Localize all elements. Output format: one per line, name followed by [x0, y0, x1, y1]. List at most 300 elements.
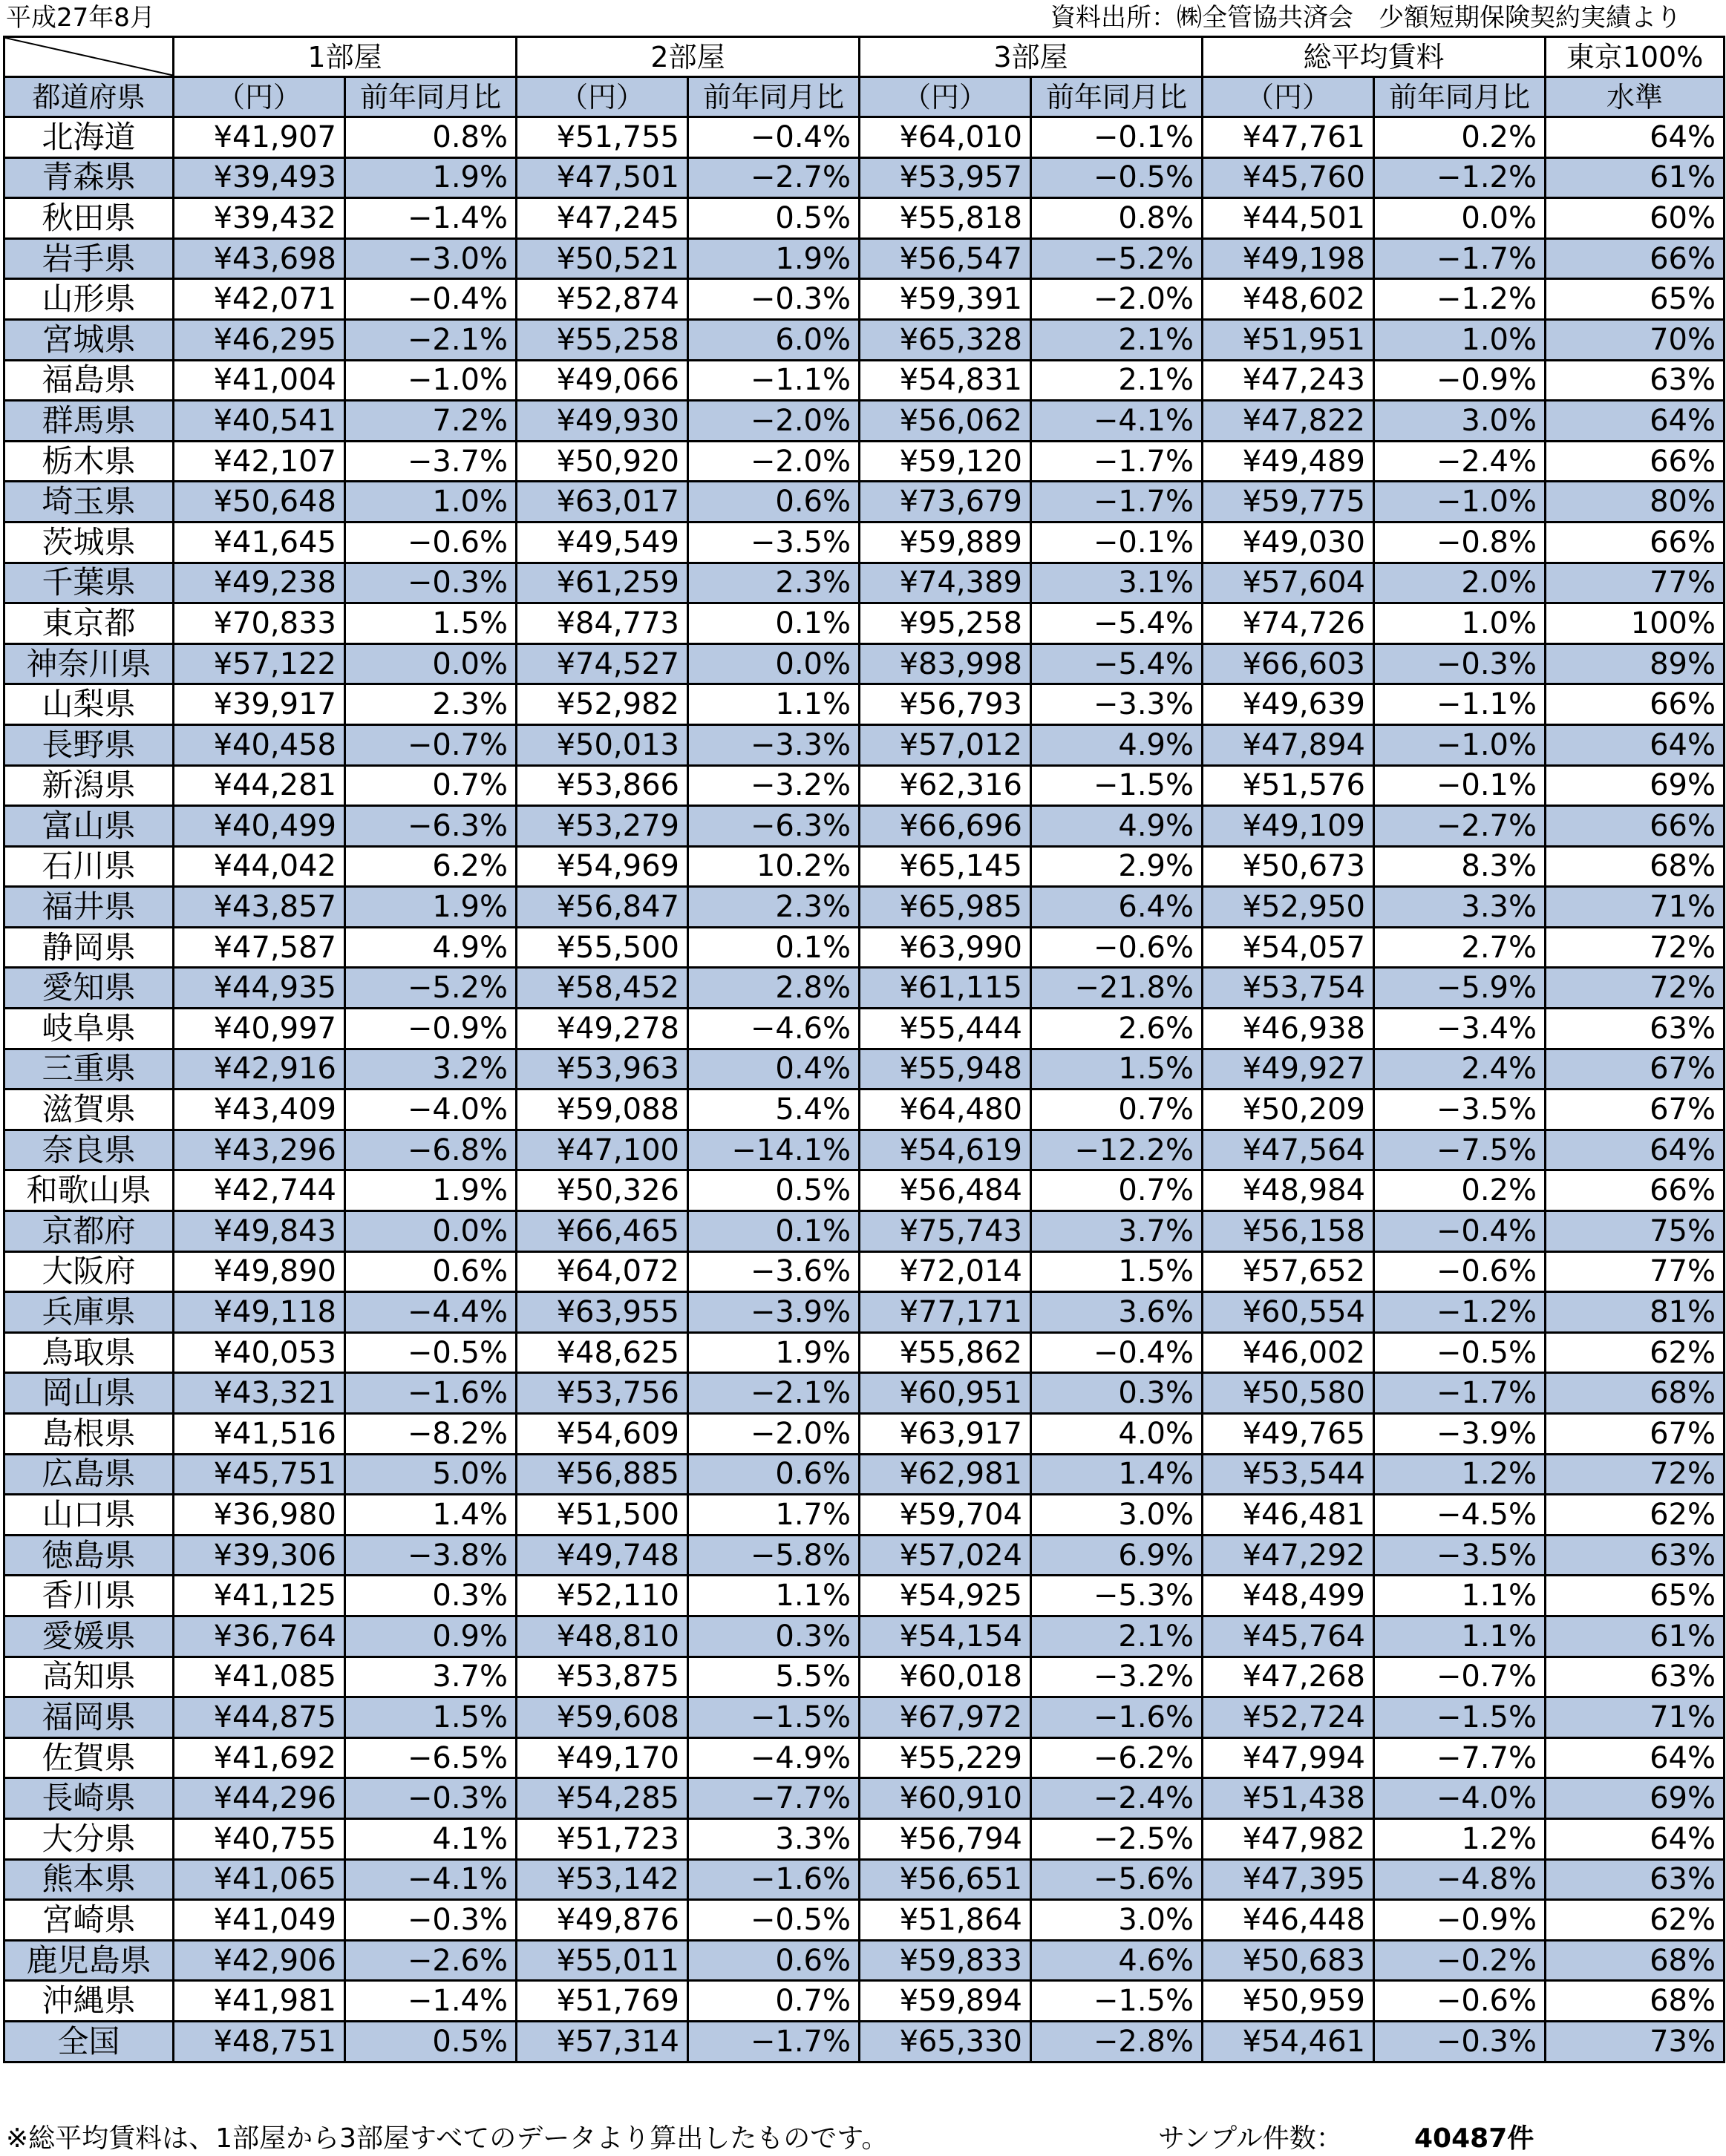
cell-rent-average: ¥47,292 — [1203, 1535, 1374, 1576]
cell-yoy-1room: 0.9% — [345, 1616, 517, 1657]
cell-yoy-average: 1.2% — [1374, 1818, 1546, 1859]
cell-rent-3room: ¥67,972 — [860, 1697, 1031, 1738]
cell-rent-3room: ¥59,704 — [860, 1495, 1031, 1536]
cell-rent-2room: ¥54,969 — [517, 846, 688, 887]
cell-tokyo-level: 66% — [1546, 441, 1725, 482]
cell-yoy-1room: 2.3% — [345, 684, 517, 725]
cell-yoy-average: −0.6% — [1374, 1251, 1546, 1292]
cell-yoy-average: 3.3% — [1374, 887, 1546, 928]
cell-rent-average: ¥49,927 — [1203, 1049, 1374, 1090]
cell-yoy-3room: 0.7% — [1031, 1090, 1203, 1130]
cell-yoy-1room: −0.6% — [345, 522, 517, 563]
cell-rent-1room: ¥36,980 — [174, 1495, 345, 1536]
cell-prefecture: 岩手県 — [4, 238, 174, 279]
cell-rent-2room: ¥57,314 — [517, 2021, 688, 2062]
cell-rent-1room: ¥42,916 — [174, 1049, 345, 1090]
cell-yoy-3room: −1.7% — [1031, 441, 1203, 482]
table-row — [4, 1657, 1725, 1697]
cell-tokyo-level: 69% — [1546, 765, 1725, 806]
cell-rent-2room: ¥55,011 — [517, 1940, 688, 1981]
cell-yoy-2room: −4.6% — [688, 1009, 860, 1049]
cell-yoy-1room: −1.6% — [345, 1373, 517, 1414]
cell-yoy-3room: −21.8% — [1031, 968, 1203, 1009]
header-level: 水準 — [1546, 77, 1725, 117]
cell-rent-average: ¥57,652 — [1203, 1251, 1374, 1292]
cell-yoy-1room: 0.8% — [345, 117, 517, 158]
cell-yoy-average: −0.7% — [1374, 1657, 1546, 1697]
cell-prefecture: 青森県 — [4, 157, 174, 198]
cell-yoy-average: 1.1% — [1374, 1576, 1546, 1616]
cell-prefecture: 岡山県 — [4, 1373, 174, 1414]
cell-prefecture: 北海道 — [4, 117, 174, 158]
cell-rent-2room: ¥48,625 — [517, 1332, 688, 1373]
cell-yoy-3room: 3.0% — [1031, 1495, 1203, 1536]
table-row — [4, 1373, 1725, 1414]
page-header — [0, 0, 1726, 36]
cell-rent-2room: ¥53,756 — [517, 1373, 688, 1414]
table-row — [4, 441, 1725, 482]
cell-yoy-average: −3.4% — [1374, 1009, 1546, 1049]
cell-prefecture: 山口県 — [4, 1495, 174, 1536]
cell-prefecture: 鳥取県 — [4, 1332, 174, 1373]
cell-rent-average: ¥48,984 — [1203, 1170, 1374, 1211]
cell-yoy-1room: −0.7% — [345, 724, 517, 765]
cell-rent-2room: ¥53,866 — [517, 765, 688, 806]
cell-yoy-2room: −3.6% — [688, 1251, 860, 1292]
cell-rent-2room: ¥54,285 — [517, 1778, 688, 1819]
cell-yoy-1room: −0.3% — [345, 1900, 517, 1941]
cell-yoy-2room: 1.9% — [688, 1332, 860, 1373]
cell-rent-average: ¥53,544 — [1203, 1454, 1374, 1495]
cell-rent-3room: ¥95,258 — [860, 603, 1031, 644]
cell-yoy-2room: 2.8% — [688, 968, 860, 1009]
cell-yoy-1room: −0.5% — [345, 1332, 517, 1373]
cell-rent-average: ¥57,604 — [1203, 563, 1374, 603]
cell-rent-2room: ¥49,748 — [517, 1535, 688, 1576]
cell-yoy-average: −0.1% — [1374, 765, 1546, 806]
cell-rent-1room: ¥45,751 — [174, 1454, 345, 1495]
cell-yoy-3room: −3.2% — [1031, 1657, 1203, 1697]
table-row — [4, 319, 1725, 360]
cell-yoy-3room: 2.6% — [1031, 1009, 1203, 1049]
cell-yoy-1room: −1.0% — [345, 360, 517, 401]
cell-rent-average: ¥66,603 — [1203, 643, 1374, 684]
cell-tokyo-level: 69% — [1546, 1778, 1725, 1819]
cell-yoy-2room: 0.3% — [688, 1616, 860, 1657]
cell-prefecture: 三重県 — [4, 1049, 174, 1090]
cell-yoy-average: −1.2% — [1374, 279, 1546, 320]
cell-yoy-3room: −5.2% — [1031, 238, 1203, 279]
table-row — [4, 806, 1725, 847]
table-row — [4, 238, 1725, 279]
header-yoy-1: 前年同月比 — [345, 77, 517, 117]
cell-rent-average: ¥51,438 — [1203, 1778, 1374, 1819]
cell-rent-average: ¥47,268 — [1203, 1657, 1374, 1697]
cell-rent-3room: ¥64,010 — [860, 117, 1031, 158]
cell-rent-2room: ¥49,876 — [517, 1900, 688, 1941]
cell-yoy-2room: 5.4% — [688, 1090, 860, 1130]
cell-rent-average: ¥60,554 — [1203, 1292, 1374, 1333]
cell-rent-1room: ¥39,493 — [174, 157, 345, 198]
cell-rent-3room: ¥59,833 — [860, 1940, 1031, 1981]
table-row — [4, 157, 1725, 198]
table-row — [4, 765, 1725, 806]
cell-yoy-2room: 0.0% — [688, 643, 860, 684]
cell-yoy-average: 1.0% — [1374, 319, 1546, 360]
table-row — [4, 887, 1725, 928]
cell-prefecture: 徳島県 — [4, 1535, 174, 1576]
cell-yoy-1room: −6.3% — [345, 806, 517, 847]
cell-yoy-2room: 5.5% — [688, 1657, 860, 1697]
cell-rent-1room: ¥49,890 — [174, 1251, 345, 1292]
cell-yoy-3room: −1.6% — [1031, 1697, 1203, 1738]
cell-yoy-1room: −0.4% — [345, 279, 517, 320]
cell-tokyo-level: 68% — [1546, 1940, 1725, 1981]
cell-tokyo-level: 81% — [1546, 1292, 1725, 1333]
cell-rent-average: ¥49,489 — [1203, 441, 1374, 482]
cell-rent-3room: ¥74,389 — [860, 563, 1031, 603]
cell-yoy-2room: −3.9% — [688, 1292, 860, 1333]
cell-yoy-1room: 1.9% — [345, 157, 517, 198]
cell-prefecture: 愛媛県 — [4, 1616, 174, 1657]
table-row — [4, 968, 1725, 1009]
cell-yoy-3room: 2.1% — [1031, 360, 1203, 401]
cell-tokyo-level: 77% — [1546, 563, 1725, 603]
cell-rent-2room: ¥84,773 — [517, 603, 688, 644]
cell-yoy-average: 8.3% — [1374, 846, 1546, 887]
cell-rent-average: ¥47,761 — [1203, 117, 1374, 158]
cell-rent-average: ¥53,754 — [1203, 968, 1374, 1009]
cell-tokyo-level: 62% — [1546, 1495, 1725, 1536]
cell-tokyo-level: 77% — [1546, 1251, 1725, 1292]
cell-prefecture: 島根県 — [4, 1414, 174, 1455]
cell-yoy-average: −0.4% — [1374, 1211, 1546, 1252]
cell-yoy-average: −0.2% — [1374, 1940, 1546, 1981]
cell-yoy-1room: −8.2% — [345, 1414, 517, 1455]
table-row — [4, 401, 1725, 442]
cell-rent-2room: ¥55,258 — [517, 319, 688, 360]
cell-prefecture: 群馬県 — [4, 401, 174, 442]
table-row — [4, 522, 1725, 563]
cell-tokyo-level: 68% — [1546, 1981, 1725, 2022]
cell-prefecture: 茨城県 — [4, 522, 174, 563]
cell-yoy-1room: −3.8% — [345, 1535, 517, 1576]
cell-yoy-average: 2.0% — [1374, 563, 1546, 603]
cell-prefecture: 兵庫県 — [4, 1292, 174, 1333]
cell-rent-1room: ¥44,296 — [174, 1778, 345, 1819]
cell-tokyo-level: 72% — [1546, 968, 1725, 1009]
cell-prefecture: 佐賀県 — [4, 1737, 174, 1778]
cell-rent-2room: ¥53,142 — [517, 1859, 688, 1900]
cell-rent-average: ¥50,209 — [1203, 1090, 1374, 1130]
cell-rent-1room: ¥49,238 — [174, 563, 345, 603]
cell-yoy-average: −0.3% — [1374, 643, 1546, 684]
table-row — [4, 1737, 1725, 1778]
header-yen-1: （円） — [174, 77, 345, 117]
cell-rent-1room: ¥41,981 — [174, 1981, 345, 2022]
cell-yoy-1room: 4.1% — [345, 1818, 517, 1859]
cell-rent-average: ¥74,726 — [1203, 603, 1374, 644]
header-yen-2: （円） — [517, 77, 688, 117]
cell-rent-2room: ¥49,930 — [517, 401, 688, 442]
cell-yoy-3room: −5.3% — [1031, 1576, 1203, 1616]
cell-yoy-1room: 1.5% — [345, 603, 517, 644]
cell-rent-2room: ¥55,500 — [517, 927, 688, 968]
cell-rent-average: ¥50,673 — [1203, 846, 1374, 887]
cell-rent-average: ¥51,576 — [1203, 765, 1374, 806]
table-row — [4, 279, 1725, 320]
cell-yoy-2room: 1.9% — [688, 238, 860, 279]
cell-rent-1room: ¥43,857 — [174, 887, 345, 928]
cell-rent-3room: ¥57,024 — [860, 1535, 1031, 1576]
cell-rent-1room: ¥43,321 — [174, 1373, 345, 1414]
cell-yoy-3room: 3.6% — [1031, 1292, 1203, 1333]
cell-tokyo-level: 64% — [1546, 1737, 1725, 1778]
cell-yoy-3room: −6.2% — [1031, 1737, 1203, 1778]
cell-yoy-average: −1.7% — [1374, 238, 1546, 279]
cell-yoy-2room: 0.1% — [688, 1211, 860, 1252]
cell-tokyo-level: 64% — [1546, 1130, 1725, 1170]
cell-yoy-3room: 4.6% — [1031, 1940, 1203, 1981]
cell-yoy-1room: 0.7% — [345, 765, 517, 806]
cell-rent-3room: ¥77,171 — [860, 1292, 1031, 1333]
cell-yoy-3room: −5.4% — [1031, 603, 1203, 644]
cell-tokyo-level: 100% — [1546, 603, 1725, 644]
cell-yoy-average: 2.4% — [1374, 1049, 1546, 1090]
cell-rent-1room: ¥40,458 — [174, 724, 345, 765]
cell-rent-2room: ¥53,279 — [517, 806, 688, 847]
table-row — [4, 1697, 1725, 1738]
cell-yoy-3room: −4.1% — [1031, 401, 1203, 442]
cell-prefecture: 富山県 — [4, 806, 174, 847]
table-row — [4, 360, 1725, 401]
cell-yoy-2room: −14.1% — [688, 1130, 860, 1170]
cell-yoy-1room: 0.0% — [345, 1211, 517, 1252]
cell-yoy-3room: −2.5% — [1031, 1818, 1203, 1859]
table-row — [4, 1576, 1725, 1616]
cell-rent-1room: ¥43,296 — [174, 1130, 345, 1170]
cell-yoy-average: −1.5% — [1374, 1697, 1546, 1738]
cell-rent-1room: ¥40,755 — [174, 1818, 345, 1859]
cell-prefecture: 静岡県 — [4, 927, 174, 968]
cell-rent-2room: ¥53,875 — [517, 1657, 688, 1697]
cell-tokyo-level: 66% — [1546, 1170, 1725, 1211]
table-row — [4, 1981, 1725, 2022]
cell-yoy-1room: −6.5% — [345, 1737, 517, 1778]
page-footer — [0, 2123, 1726, 2156]
cell-rent-1room: ¥41,516 — [174, 1414, 345, 1455]
cell-rent-3room: ¥55,229 — [860, 1737, 1031, 1778]
cell-yoy-average: −7.7% — [1374, 1737, 1546, 1778]
cell-yoy-1room: −3.0% — [345, 238, 517, 279]
cell-rent-average: ¥47,894 — [1203, 724, 1374, 765]
cell-rent-2room: ¥66,465 — [517, 1211, 688, 1252]
cell-rent-1room: ¥41,049 — [174, 1900, 345, 1941]
cell-yoy-2room: −6.3% — [688, 806, 860, 847]
cell-rent-1room: ¥40,053 — [174, 1332, 345, 1373]
cell-tokyo-level: 80% — [1546, 482, 1725, 522]
cell-rent-2room: ¥50,013 — [517, 724, 688, 765]
cell-yoy-1room: −5.2% — [345, 968, 517, 1009]
cell-rent-average: ¥51,951 — [1203, 319, 1374, 360]
cell-rent-3room: ¥55,818 — [860, 198, 1031, 239]
cell-rent-2room: ¥47,100 — [517, 1130, 688, 1170]
cell-yoy-average: 0.0% — [1374, 198, 1546, 239]
cell-prefecture: 新潟県 — [4, 765, 174, 806]
cell-prefecture: 宮崎県 — [4, 1900, 174, 1941]
cell-tokyo-level: 63% — [1546, 1859, 1725, 1900]
cell-prefecture: 千葉県 — [4, 563, 174, 603]
cell-rent-2room: ¥48,810 — [517, 1616, 688, 1657]
cell-rent-1room: ¥70,833 — [174, 603, 345, 644]
cell-prefecture: 鹿児島県 — [4, 1940, 174, 1981]
table-row — [4, 1292, 1725, 1333]
cell-rent-1room: ¥49,843 — [174, 1211, 345, 1252]
cell-yoy-1room: 1.5% — [345, 1697, 517, 1738]
cell-rent-3room: ¥72,014 — [860, 1251, 1031, 1292]
header-prefecture: 都道府県 — [4, 77, 174, 117]
cell-yoy-average: −7.5% — [1374, 1130, 1546, 1170]
cell-rent-2room: ¥50,920 — [517, 441, 688, 482]
cell-yoy-2room: −0.5% — [688, 1900, 860, 1941]
cell-rent-3room: ¥54,925 — [860, 1576, 1031, 1616]
cell-rent-average: ¥47,395 — [1203, 1859, 1374, 1900]
cell-rent-3room: ¥56,547 — [860, 238, 1031, 279]
cell-rent-3room: ¥59,391 — [860, 279, 1031, 320]
cell-rent-1room: ¥40,541 — [174, 401, 345, 442]
cell-yoy-average: −0.5% — [1374, 1332, 1546, 1373]
table-row — [4, 927, 1725, 968]
cell-rent-3room: ¥57,012 — [860, 724, 1031, 765]
cell-rent-3room: ¥59,120 — [860, 441, 1031, 482]
cell-prefecture: 愛知県 — [4, 968, 174, 1009]
cell-rent-3room: ¥54,831 — [860, 360, 1031, 401]
cell-tokyo-level: 89% — [1546, 643, 1725, 684]
cell-rent-3room: ¥63,990 — [860, 927, 1031, 968]
cell-yoy-1room: −6.8% — [345, 1130, 517, 1170]
table-row — [4, 1049, 1725, 1090]
table-row — [4, 1778, 1725, 1819]
cell-rent-2room: ¥63,955 — [517, 1292, 688, 1333]
cell-yoy-3room: −0.4% — [1031, 1332, 1203, 1373]
cell-yoy-1room: −4.4% — [345, 1292, 517, 1333]
cell-rent-2room: ¥74,527 — [517, 643, 688, 684]
cell-rent-2room: ¥61,259 — [517, 563, 688, 603]
cell-rent-2room: ¥52,982 — [517, 684, 688, 725]
cell-prefecture: 埼玉県 — [4, 482, 174, 522]
cell-yoy-3room: 1.5% — [1031, 1251, 1203, 1292]
table-row — [4, 1859, 1725, 1900]
cell-yoy-3room: −5.6% — [1031, 1859, 1203, 1900]
cell-yoy-3room: 1.5% — [1031, 1049, 1203, 1090]
cell-yoy-1room: 0.0% — [345, 643, 517, 684]
cell-tokyo-level: 64% — [1546, 117, 1725, 158]
cell-rent-2room: ¥53,963 — [517, 1049, 688, 1090]
cell-rent-3room: ¥64,480 — [860, 1090, 1031, 1130]
cell-yoy-2room: 10.2% — [688, 846, 860, 887]
source-note: 資料出所：㈱全管協共済会 少額短期保険契約実績より — [1050, 3, 1681, 33]
table-row — [4, 117, 1725, 158]
cell-rent-average: ¥50,959 — [1203, 1981, 1374, 2022]
cell-yoy-average: −3.5% — [1374, 1090, 1546, 1130]
cell-rent-1room: ¥42,906 — [174, 1940, 345, 1981]
cell-yoy-average: −5.9% — [1374, 968, 1546, 1009]
cell-yoy-1room: 0.5% — [345, 2021, 517, 2062]
cell-prefecture: 大分県 — [4, 1818, 174, 1859]
cell-rent-1room: ¥44,875 — [174, 1697, 345, 1738]
cell-prefecture: 全国 — [4, 2021, 174, 2062]
header-yen-3: （円） — [860, 77, 1031, 117]
cell-yoy-2room: −7.7% — [688, 1778, 860, 1819]
cell-tokyo-level: 66% — [1546, 522, 1725, 563]
cell-prefecture: 秋田県 — [4, 198, 174, 239]
cell-rent-3room: ¥65,328 — [860, 319, 1031, 360]
cell-rent-average: ¥47,982 — [1203, 1818, 1374, 1859]
cell-prefecture: 滋賀県 — [4, 1090, 174, 1130]
cell-yoy-average: 3.0% — [1374, 401, 1546, 442]
cell-yoy-average: −0.6% — [1374, 1981, 1546, 2022]
cell-yoy-2room: 0.6% — [688, 482, 860, 522]
cell-prefecture: 長野県 — [4, 724, 174, 765]
table-row — [4, 1251, 1725, 1292]
cell-rent-average: ¥49,109 — [1203, 806, 1374, 847]
cell-rent-1room: ¥46,295 — [174, 319, 345, 360]
cell-yoy-average: −1.1% — [1374, 684, 1546, 725]
cell-rent-1room: ¥42,071 — [174, 279, 345, 320]
cell-yoy-1room: 1.9% — [345, 887, 517, 928]
cell-tokyo-level: 60% — [1546, 198, 1725, 239]
cell-prefecture: 石川県 — [4, 846, 174, 887]
table-row — [4, 1616, 1725, 1657]
header-row-sub — [4, 77, 1725, 117]
cell-yoy-2room: 0.7% — [688, 1981, 860, 2022]
cell-prefecture: 奈良県 — [4, 1130, 174, 1170]
cell-yoy-2room: −1.1% — [688, 360, 860, 401]
cell-rent-3room: ¥54,619 — [860, 1130, 1031, 1170]
cell-yoy-average: −1.2% — [1374, 157, 1546, 198]
cell-yoy-2room: −2.1% — [688, 1373, 860, 1414]
diagonal-line-icon — [5, 38, 174, 76]
cell-yoy-2room: 0.1% — [688, 603, 860, 644]
cell-yoy-average: 2.7% — [1374, 927, 1546, 968]
cell-rent-2room: ¥49,278 — [517, 1009, 688, 1049]
cell-yoy-2room: 0.5% — [688, 198, 860, 239]
cell-yoy-3room: 0.8% — [1031, 198, 1203, 239]
cell-prefecture: 熊本県 — [4, 1859, 174, 1900]
cell-rent-3room: ¥62,981 — [860, 1454, 1031, 1495]
cell-yoy-1room: −1.4% — [345, 1981, 517, 2022]
cell-yoy-average: 0.2% — [1374, 1170, 1546, 1211]
cell-prefecture: 宮城県 — [4, 319, 174, 360]
cell-tokyo-level: 66% — [1546, 806, 1725, 847]
cell-yoy-1room: −0.9% — [345, 1009, 517, 1049]
cell-prefecture: 沖縄県 — [4, 1981, 174, 2022]
cell-rent-1room: ¥48,751 — [174, 2021, 345, 2062]
cell-tokyo-level: 70% — [1546, 319, 1725, 360]
cell-yoy-3room: −0.6% — [1031, 927, 1203, 968]
cell-tokyo-level: 71% — [1546, 1697, 1725, 1738]
cell-tokyo-level: 67% — [1546, 1414, 1725, 1455]
cell-rent-average: ¥46,448 — [1203, 1900, 1374, 1941]
cell-yoy-2room: −0.4% — [688, 117, 860, 158]
cell-yoy-average: −0.3% — [1374, 2021, 1546, 2062]
cell-yoy-2room: 1.7% — [688, 1495, 860, 1536]
cell-rent-average: ¥46,481 — [1203, 1495, 1374, 1536]
cell-yoy-2room: 0.6% — [688, 1454, 860, 1495]
cell-yoy-2room: −4.9% — [688, 1737, 860, 1778]
cell-yoy-average: −2.4% — [1374, 441, 1546, 482]
cell-tokyo-level: 63% — [1546, 1009, 1725, 1049]
